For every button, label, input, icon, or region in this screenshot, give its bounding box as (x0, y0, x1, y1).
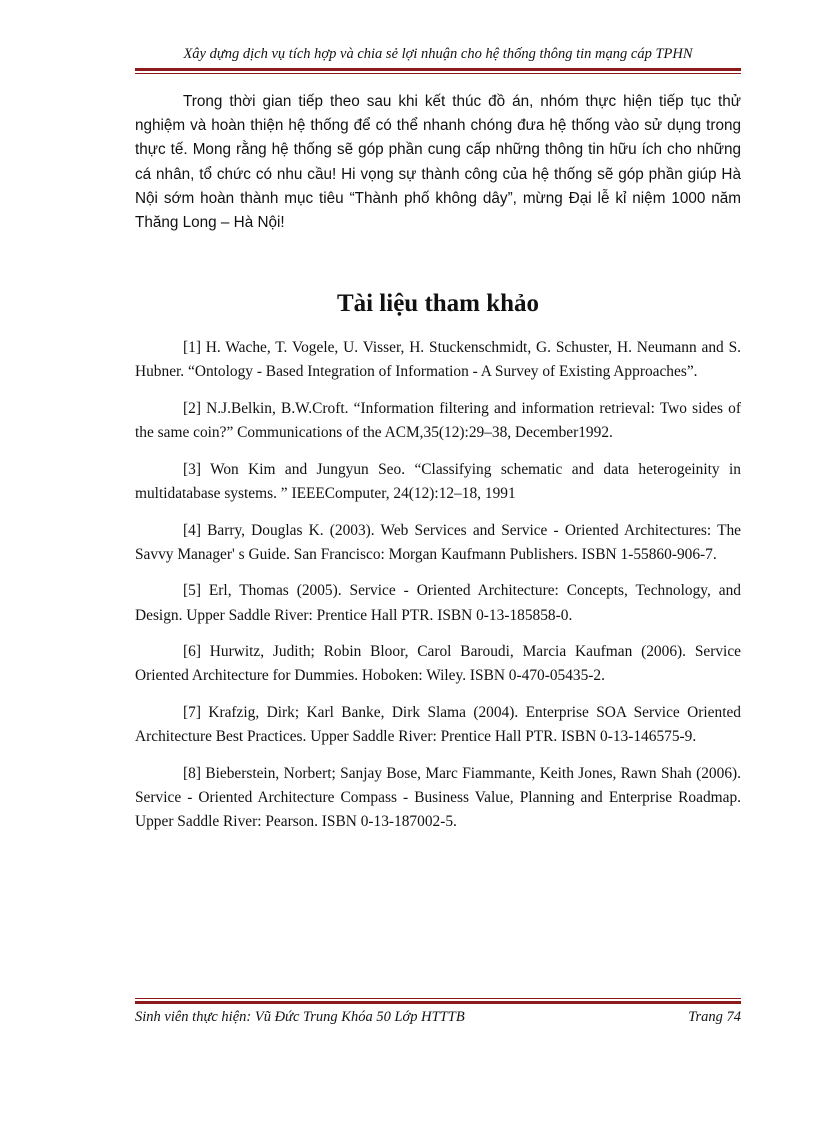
page-header: Xây dựng dịch vụ tích hợp và chia sẻ lợi nhuận cho hệ thống thông tin mạng cáp TPHN (183, 46, 693, 62)
page-content (135, 90, 741, 847)
page-number: Trang 74 (688, 1009, 741, 1025)
reference-item: [7] Krafzig, Dirk; Karl Banke, Dirk Slama (2004). Enterprise SOA Service Oriented Architecture Best Practices. Upper Saddle River: Prentice Hall PTR. ISBN 0-13-146575-9. (135, 704, 741, 746)
reference-item: [3] Won Kim and Jungyun Seo. “Classifying schematic and data heterogeinity in multidatabase systems. ” IEEEComputer, 24(12):12–18, 1991 (135, 460, 741, 503)
references-title: Tài liệu tham khảo (336, 290, 540, 318)
reference-item: [4] Barry, Douglas K. (2003). Web Services and Service - Oriented Architectures: The Savvy Manager' s Guide. San Francisco: Morgan Kaufmann Publishers. ISBN 1-55860-906-7. (135, 521, 741, 563)
header-rule (135, 68, 741, 74)
reference-item: [8] Bieberstein, Norbert; Sanjay Bose, Marc Fiammante, Keith Jones, Rawn Shah (2006). Service - Oriented Architecture Compass - Business Value, Planning and Enterprise Roadmap. Upper Saddle River: Pearson. ISBN 0-13-187002-5. (135, 764, 741, 831)
references-list (135, 336, 741, 834)
reference-item: [6] Hurwitz, Judith; Robin Bloor, Carol Baroudi, Marcia Kaufman (2006). Service Oriented Architecture for Dummies. Hoboken: Wiley. ISBN 0-470-05435-2. (135, 643, 741, 685)
footer-author: Sinh viên thực hiện: Vũ Đức Trung Khóa 50 Lớp HTTTB (135, 1009, 465, 1025)
reference-item: [2] N.J.Belkin, B.W.Croft. “Information filtering and information retrieval: Two sides of the same coin?” Communications of the ACM,35(12):29–38, December1992. (135, 400, 741, 442)
conclusion-paragraph: Trong thời gian tiếp theo sau khi kết thúc đồ án, nhóm thực hiện tiếp tục thử nghiệm và hoàn thiện hệ thống để có thể nhanh chóng đưa hệ thống vào sử dụng trong thực tế. Mong rằng hệ thống sẽ góp phần cung cấp những thông tin hữu ích cho những cá nhân, tổ chức có nhu cầu! Hi vọng sự thành công của hệ thống sẽ góp phần giúp Hà Nội sớm hoàn thành mục tiêu “Thành phố không dây”, mừng Đại lễ kỉ niệm 1000 năm Thăng Long – Hà Nội! (135, 93, 741, 232)
reference-item: [1] H. Wache, T. Vogele, U. Visser, H. Stuckenschmidt, G. Schuster, H. Neumann and S. Hubner. “Ontology - Based Integration of Information - A Survey of Existing Approaches”. (135, 339, 741, 381)
reference-item: [5] Erl, Thomas (2005). Service - Oriented Architecture: Concepts, Technology, and Design. Upper Saddle River: Prentice Hall PTR. ISBN 0-13-185858-0. (135, 582, 741, 624)
footer-rule (135, 998, 741, 1004)
